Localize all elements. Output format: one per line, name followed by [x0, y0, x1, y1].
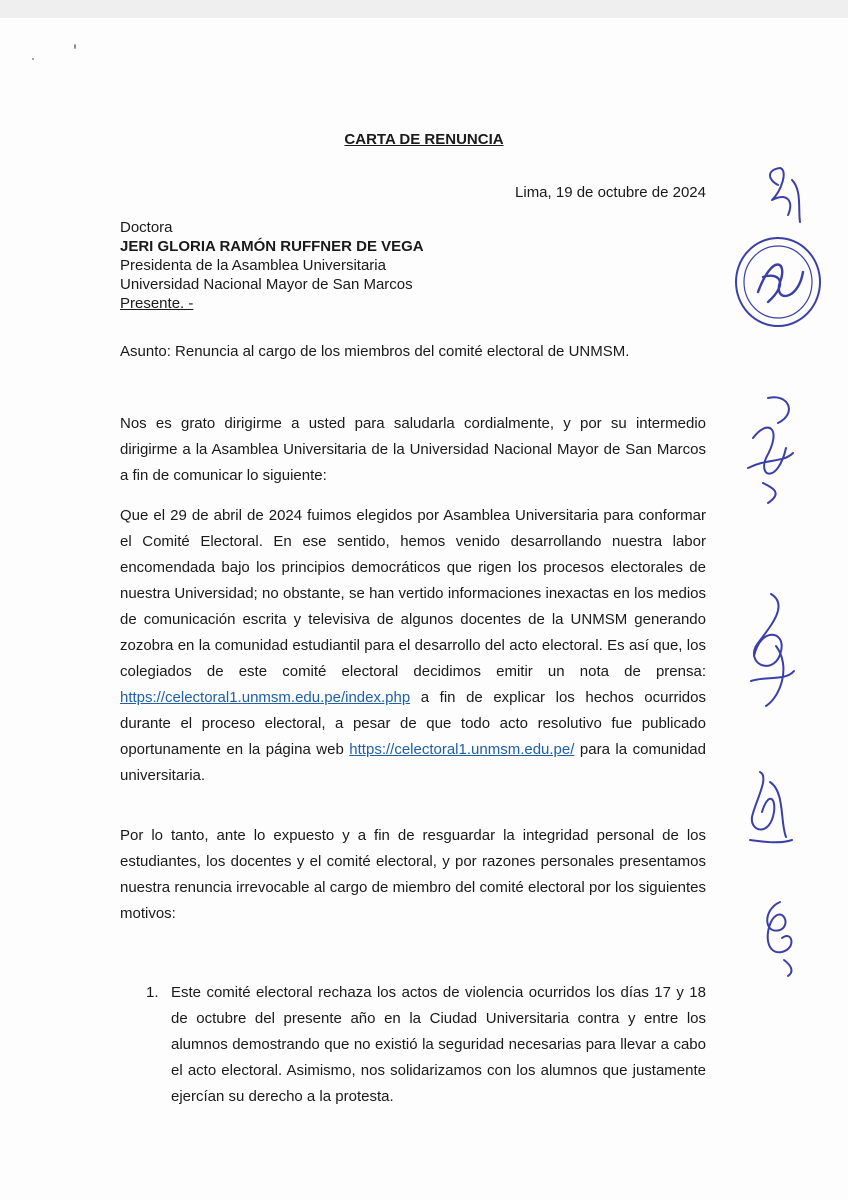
signature-2 — [738, 388, 808, 508]
recipient-presente: Presente. - — [120, 295, 194, 312]
paragraph-context-text-2: a fin de explicar los hechos ocurridos durante el proceso electoral, a pesar de que todo acto resolutivo fue publicado oportunamente en la página web — [120, 689, 706, 758]
seal-stamp — [728, 232, 828, 332]
signature-5 — [752, 890, 812, 980]
paragraph-context — [120, 503, 706, 789]
press-note-link[interactable]: https://celectoral1.unmsm.edu.pe/index.php — [120, 689, 411, 706]
paragraph-context-text-3: para la comunidad universitaria. — [120, 741, 706, 784]
signature-1 — [758, 160, 808, 230]
paragraph-intro: Nos es grato dirigirme a usted para saludarla cordialmente, y por su intermedio dirigirme a la Asamblea Universitaria de la Universidad Nacional Mayor de San Marcos a fin de comunicar lo siguiente: — [120, 415, 706, 484]
list-item-number: 1. — [146, 984, 159, 1001]
signature-4 — [740, 762, 800, 852]
paragraph-context-text-1: Que el 29 de abril de 2024 fuimos elegidos por Asamblea Universitaria para conformar el Comité Electoral. En ese sentido, hemos venido desarrollando nuestra labor encomendada bajo los principios democráticos que rigen los procesos electorales de nuestra Universidad; no obstante, se han vertido informaciones inexactas en los medios de comunicación escrita y televisiva de algunos docentes de la UNMSM generando zozobra en la comunidad estudiantil para el desarrollo del acto electoral. Es así que, los colegiados de este comité electoral decidimos emitir un nota de prensa: — [120, 507, 706, 680]
recipient-position: Presidenta de la Asamblea Universitaria — [120, 257, 386, 274]
scan-top-edge — [0, 0, 848, 18]
letter-subject: Asunto: Renuncia al cargo de los miembros del comité electoral de UNMSM. — [120, 343, 630, 360]
scan-speck — [32, 58, 34, 60]
list-item-text: Este comité electoral rechaza los actos de violencia ocurridos los días 17 y 18 de octubre del presente año en la Ciudad Universitaria contra y entre los alumnos demostrando que no existió la seguridad necesarias para llevar a cabo el acto electoral. Asimismo, nos solidarizamos con los alumnos que justamente ejercían su derecho a la protesta. — [171, 984, 706, 1105]
recipient-block — [120, 218, 424, 313]
signature-3 — [736, 586, 806, 716]
website-link[interactable]: https://celectoral1.unmsm.edu.pe/ — [349, 741, 575, 758]
letter-title: CARTA DE RENUNCIA — [344, 131, 504, 148]
scan-speck — [74, 44, 76, 49]
letter-date: Lima, 19 de octubre de 2024 — [515, 184, 706, 201]
recipient-salutation: Doctora — [120, 219, 173, 236]
recipient-institution: Universidad Nacional Mayor de San Marcos — [120, 276, 413, 293]
recipient-name: JERI GLORIA RAMÓN RUFFNER DE VEGA — [120, 238, 424, 255]
paragraph-resignation: Por lo tanto, ante lo expuesto y a fin de resguardar la integridad personal de los estudiantes, los docentes y el comité electoral, y por razones personales presentamos nuestra renuncia irrevocable al cargo de miembro del comité electoral por los siguientes motivos: — [120, 827, 706, 922]
